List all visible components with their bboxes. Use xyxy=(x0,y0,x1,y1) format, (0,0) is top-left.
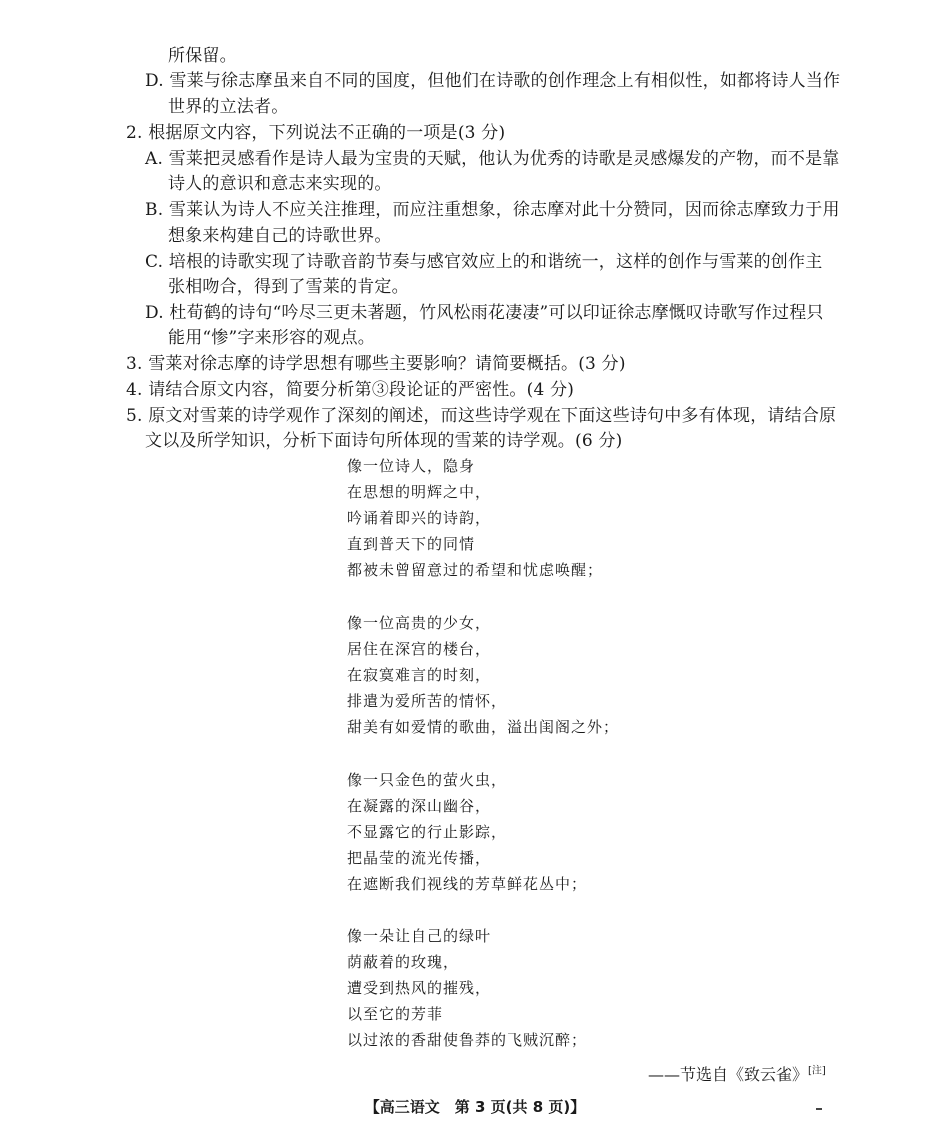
poem-line: 遭受到热风的摧残， xyxy=(347,979,492,997)
text-line-15: 文以及所学知识，分析下面诗句所体现的雪莱的诗学观。(6 分) xyxy=(145,431,623,451)
option-c-q2: C. 培根的诗歌实现了诗歌音韵节奏与感官效应上的和谐统一，这样的创作与雪莱的创作主 xyxy=(145,252,823,272)
poem-line: 在遮断我们视线的芳草鲜花丛中； xyxy=(347,875,588,893)
question-3: 3. 雪莱对徐志摩的诗学思想有哪些主要影响？请简要概括。(3 分) xyxy=(126,354,626,374)
text-line-9: 张相吻合，得到了雪莱的肯定。 xyxy=(168,277,409,297)
poem-line: 在思想的明辉之中， xyxy=(347,483,492,501)
poem-line: 排遣为爱所苦的情怀， xyxy=(347,692,508,710)
poem-line: 直到普天下的同情 xyxy=(347,535,476,553)
question-4: 4. 请结合原文内容，简要分析第③段论证的严密性。(4 分) xyxy=(126,380,575,400)
option-b-q2: B. 雪莱认为诗人不应关注推理，而应注重想象，徐志摩对此十分赞同，因而徐志摩致力于用 xyxy=(145,200,840,220)
poem-line: 不显露它的行止影踪， xyxy=(347,823,508,841)
option-d-q1: D. 雪莱与徐志摩虽来自不同的国度，但他们在诗歌的创作理念上有相似性，如都将诗人当作 xyxy=(145,71,841,91)
text-line-0: 所保留。 xyxy=(168,46,237,66)
poem-line: 居住在深宫的楼台， xyxy=(347,640,492,658)
poem-line: 都被未曾留意过的希望和忧虑唤醒； xyxy=(347,561,604,579)
page-footer: 【高三语文 第 3 页(共 8 页)】 xyxy=(364,1098,586,1116)
poem-line: 像一朵让自己的绿叶 xyxy=(347,927,492,945)
poem-line: 吟诵着即兴的诗韵， xyxy=(347,509,492,527)
option-a-q2: A. 雪莱把灵感看作是诗人最为宝贵的天赋，他认为优秀的诗歌是灵感爆发的产物，而不是靠 xyxy=(145,149,840,169)
poem-source-text: ——节选自《致云雀》 xyxy=(648,1065,809,1084)
text-line-2: 世界的立法者。 xyxy=(168,97,289,117)
poem-line: 在寂寞难言的时刻， xyxy=(347,666,492,684)
poem-line: 把晶莹的流光传播， xyxy=(347,849,492,867)
poem-line: 甜美有如爱情的歌曲，溢出闺阁之外； xyxy=(347,718,620,736)
poem-source xyxy=(648,1064,826,1086)
poem-line: 在凝露的深山幽谷， xyxy=(347,797,492,815)
text-line-5: 诗人的意识和意志来实现的。 xyxy=(168,174,392,194)
poem-line: 像一位诗人，隐身 xyxy=(347,457,476,475)
corner-mark xyxy=(816,1108,822,1110)
poem-line: 以过浓的香甜使鲁莽的飞贼沉醉； xyxy=(347,1031,588,1049)
poem-line: 荫蔽着的玫瑰， xyxy=(347,953,460,971)
question-5-stem: 5. 原文对雪莱的诗学观作了深刻的阐述，而这些诗学观在下面这些诗句中多有体现，请结合原 xyxy=(126,406,837,426)
poem-line: 以至它的芳菲 xyxy=(347,1005,444,1023)
poem-line: 像一只金色的萤火虫， xyxy=(347,771,508,789)
text-line-7: 想象来构建自己的诗歌世界。 xyxy=(168,226,392,246)
footnote-marker: [注] xyxy=(808,1065,826,1077)
question-2-stem: 2. 根据原文内容，下列说法不正确的一项是(3 分) xyxy=(126,123,506,143)
option-d-q2: D. 杜荀鹤的诗句“吟尽三更未著题，竹风松雨花凄凄”可以印证徐志摩慨叹诗歌写作过程只 xyxy=(145,303,824,323)
text-line-11: 能用“惨”字来形容的观点。 xyxy=(168,328,375,348)
poem-line: 像一位高贵的少女， xyxy=(347,614,492,632)
